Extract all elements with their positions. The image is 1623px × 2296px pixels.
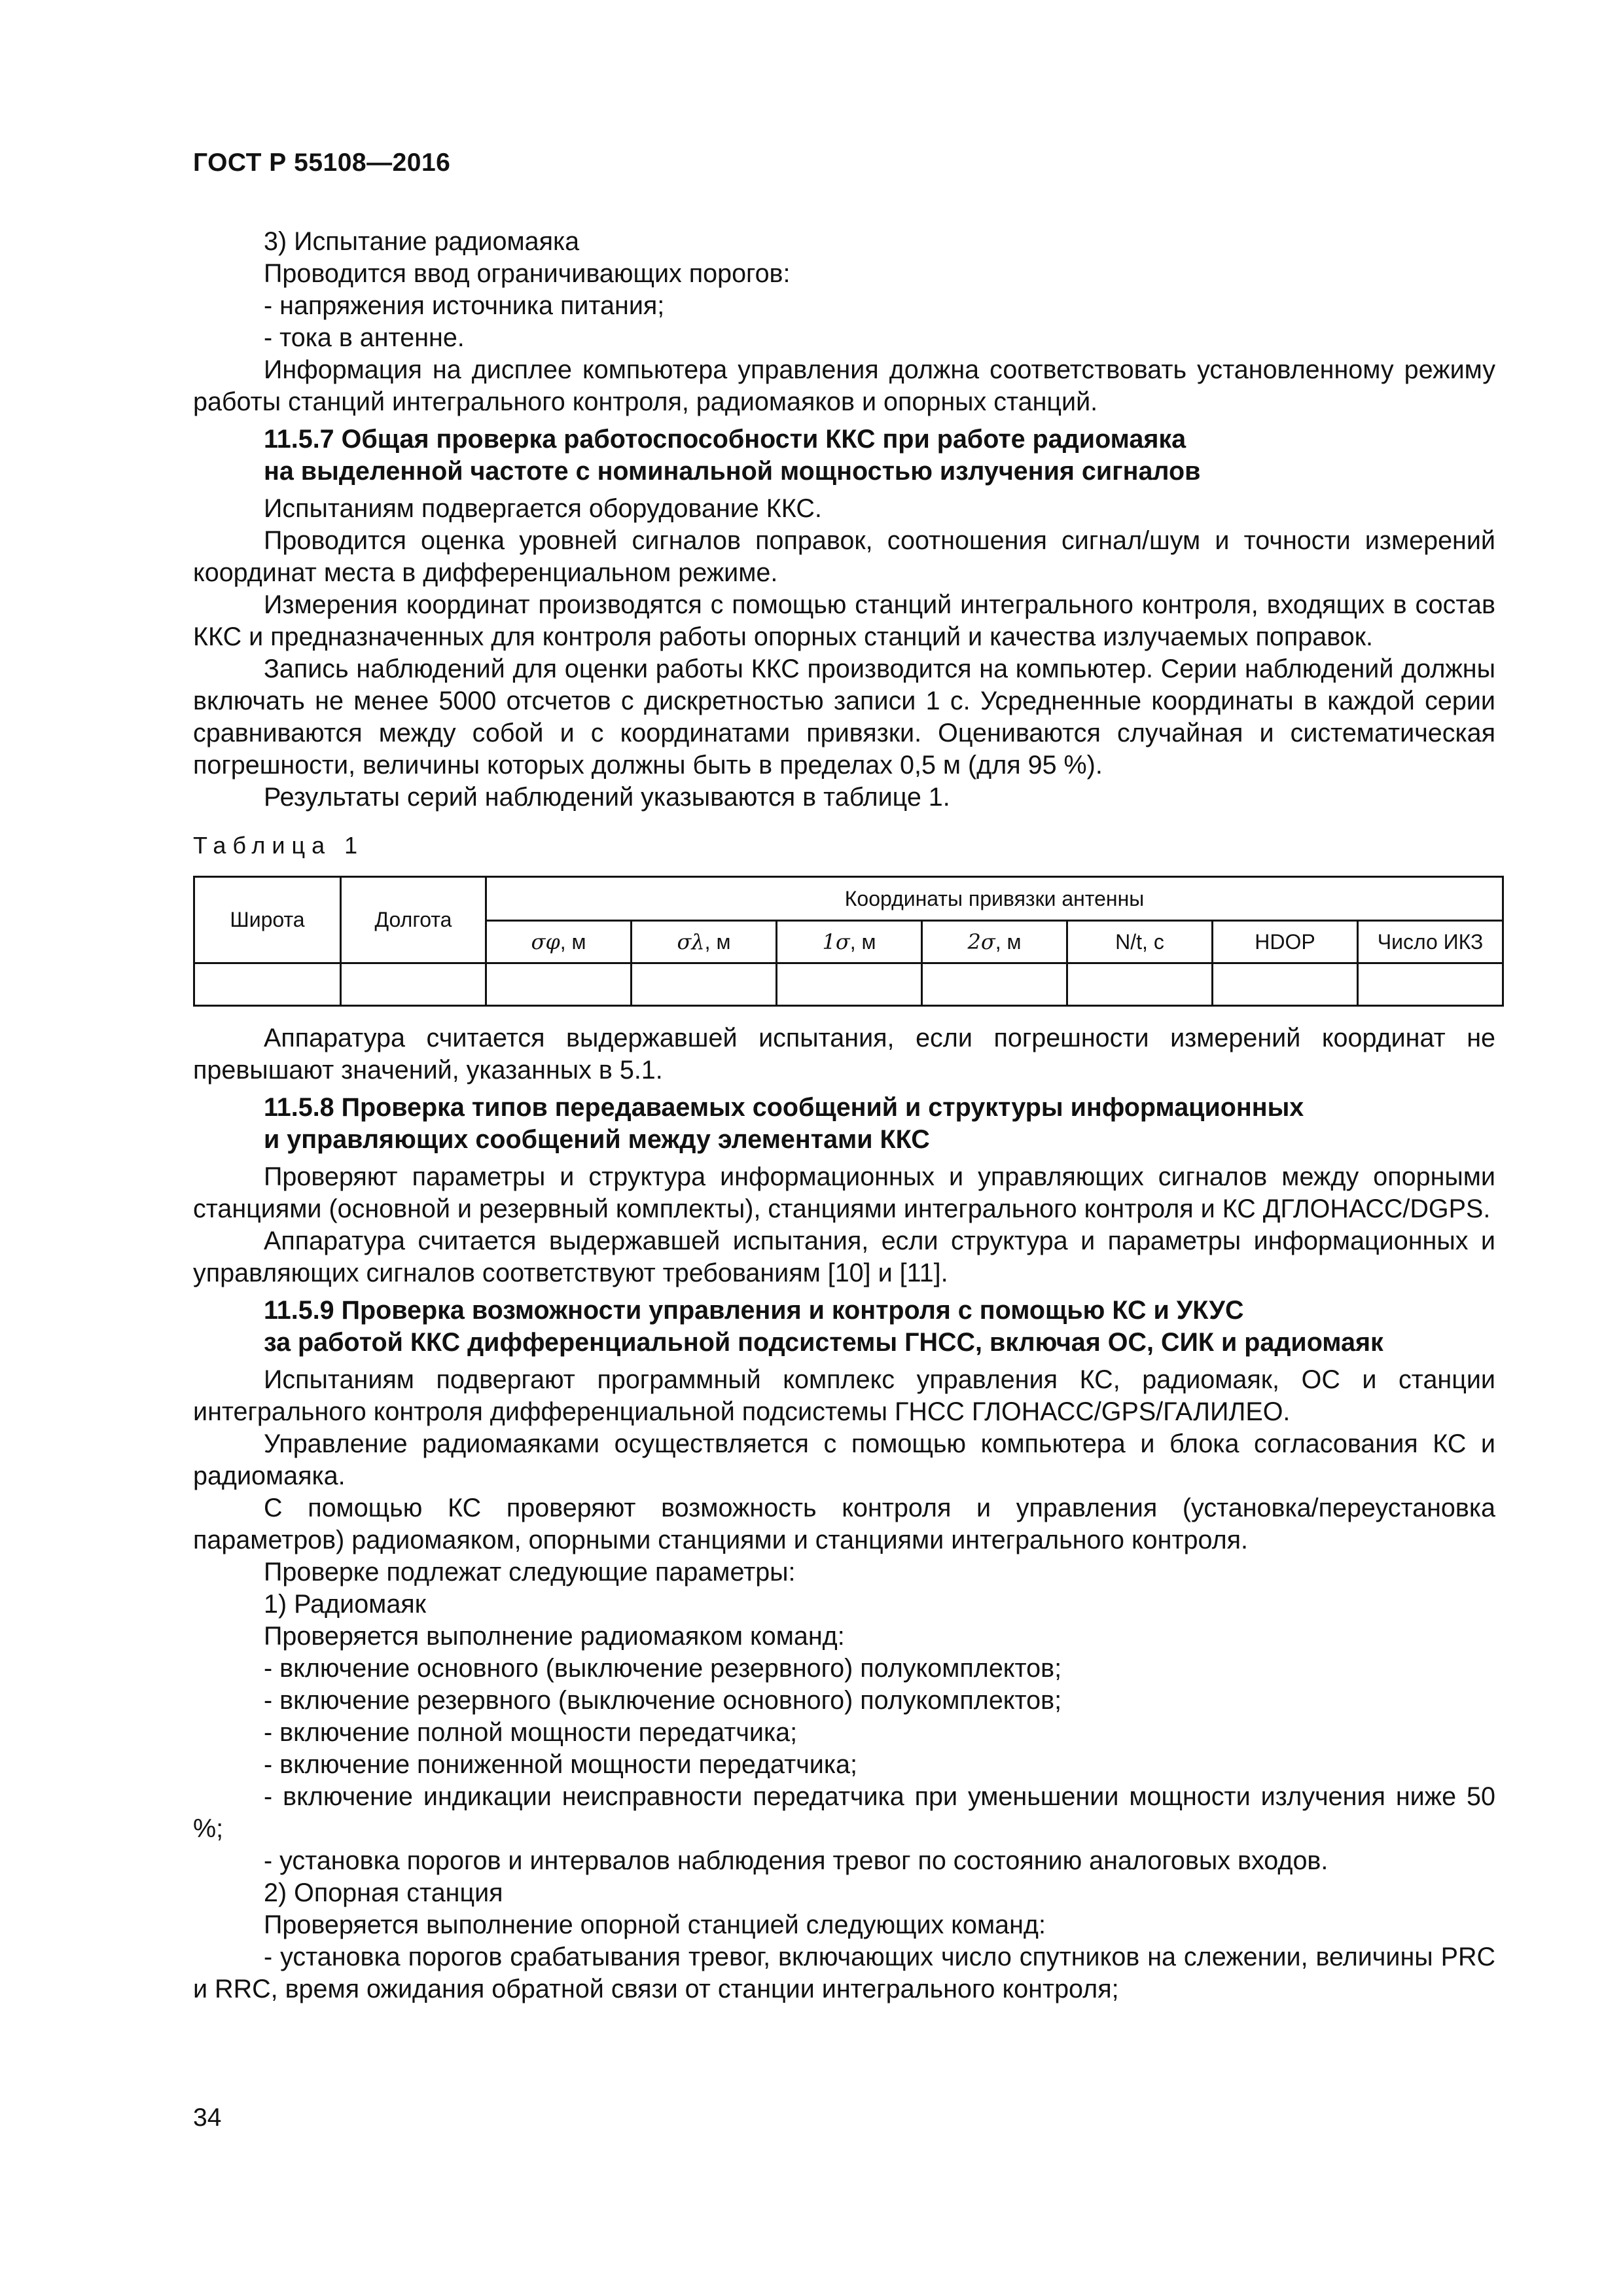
bullet-item: - включение резервного (выключение основного) полукомплектов; (264, 1686, 1062, 1715)
document-body (193, 226, 1495, 2005)
heading-line: 11.5.8 Проверка типов передаваемых сообщений и структуры информационных (264, 1093, 1304, 1122)
table-cell (1067, 963, 1213, 1006)
paragraph: Измерения координат производятся с помощью станций интегрального контроля, входящих в состав ККС и предназначенных для контроля работы опорных станций и качества излучаемых поправок. (193, 590, 1495, 651)
table-cell (341, 963, 486, 1006)
unit: N/t, с (1115, 929, 1164, 954)
header-sigma-phi (486, 921, 632, 963)
unit: HDOP (1255, 929, 1315, 954)
unit: , м (560, 929, 586, 954)
bullet-item: - установка порогов и интервалов наблюдения тревог по состоянию аналоговых входов. (264, 1846, 1329, 1875)
paragraph: Проверяется выполнение радиомаяком команд: (264, 1622, 845, 1651)
bullet-item: - установка порогов срабатывания тревог, включающих число спутников на слежении, величины PRC и RRC, время ожидания обратной связи от станции интегрального контроля; (193, 1943, 1495, 2003)
table-cell (632, 963, 777, 1006)
page-number: 34 (193, 2104, 222, 2132)
header-ikz-count (1358, 921, 1503, 963)
item3-title: 3) Испытание радиомаяка (264, 227, 580, 256)
paragraph: Проводится ввод ограничивающих порогов: (264, 259, 791, 288)
list-item: 1) Радиомаяк (264, 1590, 426, 1619)
symbol: 1σ (822, 929, 850, 954)
paragraph: Проверке подлежат следующие параметры: (264, 1558, 796, 1587)
bullet-item: - включение индикации неисправности передатчика при уменьшении мощности излучения ниже 50 %; (193, 1782, 1495, 1843)
header-n-t (1067, 921, 1213, 963)
paragraph: Проверяют параметры и структура информационных и управляющих сигналов между опорными станциями (основной и резервный комплекты), станциями интегрального контроля и КС ДГЛОНАСС/DGPS. (193, 1162, 1495, 1223)
header-1-sigma (777, 921, 922, 963)
table-cell (486, 963, 632, 1006)
section-heading-11-5-9 (193, 1295, 1495, 1359)
paragraph: Аппаратура считается выдержавшей испытания, если погрешности измерений координат не превышают значений, указанных в 5.1. (193, 1024, 1495, 1085)
section-heading-11-5-7 (193, 423, 1495, 488)
heading-line: 11.5.7 Общая проверка работоспособности ККС при работе радиомаяка (264, 425, 1186, 454)
paragraph: Проверяется выполнение опорной станцией следующих команд: (264, 1910, 1046, 1939)
bullet-item: - тока в антенне. (264, 323, 465, 352)
header-latitude: Широта (194, 877, 341, 963)
table-row (194, 963, 1503, 1006)
table-caption: Таблица 1 (193, 832, 365, 859)
header-sigma-lambda (632, 921, 777, 963)
paragraph: Испытаниям подвергается оборудование ККС. (264, 494, 822, 523)
header-hdop (1213, 921, 1358, 963)
heading-line: 11.5.9 Проверка возможности управления и контроля с помощью КС и УКУС (264, 1296, 1244, 1325)
symbol: σλ (677, 929, 705, 954)
heading-line: на выделенной частоте с номинальной мощностью излучения сигналов (264, 457, 1201, 486)
bullet-item: - включение полной мощности передатчика; (264, 1718, 798, 1747)
heading-line: за работой ККС дифференциальной подсистемы ГНСС, включая ОС, СИК и радиомаяк (264, 1328, 1383, 1357)
standard-id-header: ГОСТ Р 55108—2016 (193, 149, 451, 177)
unit: Число ИКЗ (1377, 929, 1484, 954)
header-antenna-coordinates: Координаты привязки антенны (486, 877, 1503, 921)
paragraph: С помощью КС проверяют возможность контроля и управления (установка/переустановка параметров) радиомаяком, опорными станциями и станциями интегрального контроля. (193, 1494, 1495, 1554)
table-cell (1358, 963, 1503, 1006)
header-2-sigma (922, 921, 1067, 963)
paragraph: Проводится оценка уровней сигналов поправок, соотношения сигнал/шум и точности измерений координат места в дифференциальном режиме. (193, 526, 1495, 587)
table-cell (1213, 963, 1358, 1006)
paragraph: Запись наблюдений для оценки работы ККС производится на компьютер. Серии наблюдений должны включать не менее 5000 отсчетов с дискретностью записи 1 с. Усредненные координаты в каждой серии сравниваются между собой и с координатами привязки. Оцениваются случайная и систематическая погрешности, величины которых должны быть в пределах 0,5 м (для 95 %). (193, 655, 1495, 780)
table-cell (777, 963, 922, 1006)
symbol: σφ (531, 929, 560, 954)
bullet-item: - включение пониженной мощности передатчика; (264, 1750, 857, 1779)
table-cell (922, 963, 1067, 1006)
symbol: 2σ (967, 929, 995, 954)
header-longitude: Долгота (341, 877, 486, 963)
table-cell (194, 963, 341, 1006)
section-heading-11-5-8 (193, 1092, 1495, 1156)
heading-line: и управляющих сообщений между элементами ККС (264, 1125, 930, 1154)
paragraph: Управление радиомаяками осуществляется с помощью компьютера и блока согласования КС и радиомаяка. (193, 1429, 1495, 1490)
paragraph: Аппаратура считается выдержавшей испытания, если структура и параметры информационных и управляющих сигналов соответствуют требованиям [10] и [11]. (193, 1227, 1495, 1287)
paragraph: Информация на дисплее компьютера управления должна соответствовать установленному режиму работы станций интегрального контроля, радиомаяков и опорных станций. (193, 355, 1495, 416)
coordinates-table (193, 876, 1504, 1007)
list-item: 2) Опорная станция (264, 1878, 503, 1907)
bullet-item: - напряжения источника питания; (264, 291, 665, 320)
unit: , м (995, 929, 1022, 954)
paragraph: Испытаниям подвергают программный комплекс управления КС, радиомаяк, ОС и станции интегрального контроля дифференциальной подсистемы ГНСС ГЛОНАСС/GPS/ГАЛИЛЕО. (193, 1365, 1495, 1426)
unit: , м (849, 929, 876, 954)
bullet-item: - включение основного (выключение резервного) полукомплектов; (264, 1654, 1062, 1683)
paragraph: Результаты серий наблюдений указываются в таблице 1. (264, 783, 950, 812)
unit: , м (704, 929, 731, 954)
